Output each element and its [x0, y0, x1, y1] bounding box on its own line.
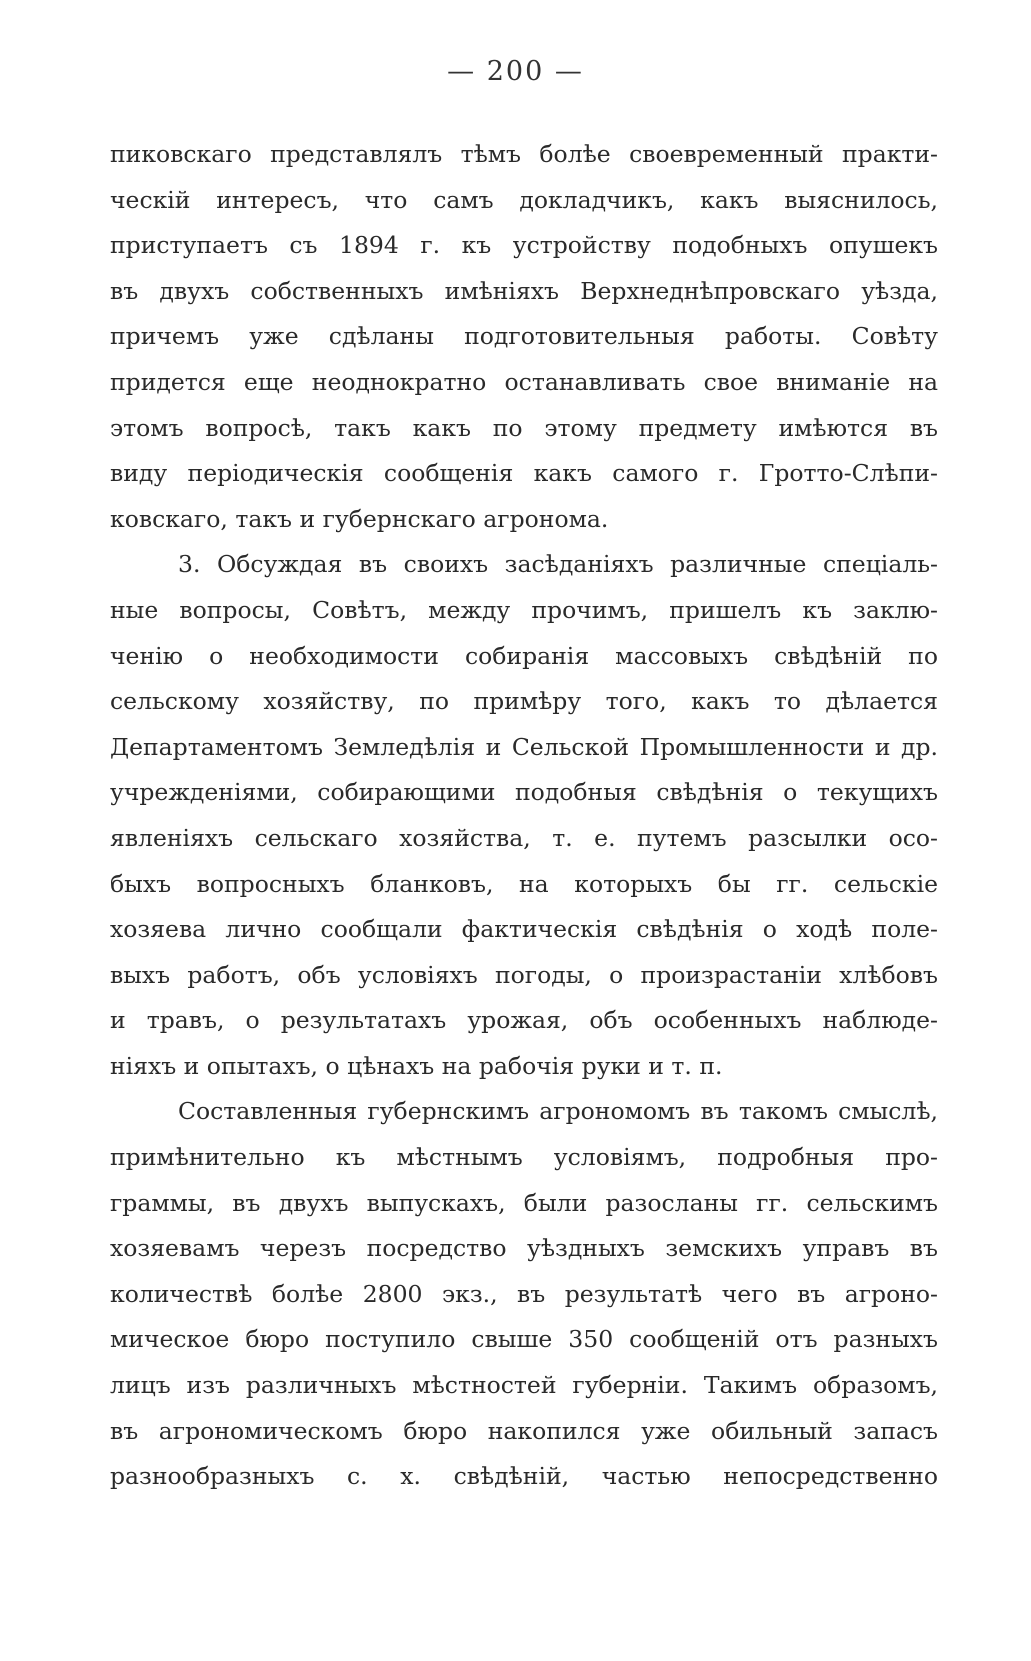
text-line: въ агрономическомъ бюро накопился уже обильный запасъ: [110, 1416, 938, 1445]
text-line: ніяхъ и опытахъ, о цѣнахъ на рабочія руки и т. п.: [110, 1051, 723, 1080]
text-line: количествѣ болѣе 2800 экз., въ результатѣ чего въ агроно-: [110, 1279, 938, 1308]
text-line: учрежденіями, собирающими подобныя свѣдѣнія о текущихъ: [110, 778, 938, 807]
text-line: Департаментомъ Земледѣлія и Сельской Промышленности и др.: [110, 732, 938, 761]
text-line: Составленныя губернскимъ агрономомъ въ такомъ смыслѣ,: [178, 1097, 938, 1126]
text-line: придется еще неоднократно останавливать свое вниманіе на: [110, 367, 938, 396]
text-line: сельскому хозяйству, по примѣру того, какъ то дѣлается: [110, 687, 938, 716]
text-line: разнообразныхъ с. х. свѣдѣній, частью непосредственно: [110, 1462, 938, 1491]
text-line: явленіяхъ сельскаго хозяйства, т. е. путемъ разсылки осо-: [110, 823, 938, 852]
text-line: этомъ вопросѣ, такъ какъ по этому предмету имѣются въ: [110, 413, 938, 442]
text-line: ческій интересъ, что самъ докладчикъ, какъ выяснилось,: [110, 185, 938, 214]
text-line: пиковскаго представлялъ тѣмъ болѣе своевременный практи-: [110, 140, 938, 168]
text-line: хозяева лично сообщали фактическія свѣдѣнія о ходѣ поле-: [110, 915, 938, 944]
text-line: въ двухъ собственныхъ имѣніяхъ Верхнеднѣпровскаго уѣзда,: [110, 276, 938, 305]
text-line: мическое бюро поступило свыше 350 сообщеній отъ разныхъ: [110, 1325, 938, 1354]
text-line: виду періодическія сообщенія какъ самого г. Гротто-Слѣпи-: [110, 459, 938, 488]
text-line: хозяевамъ черезъ посредство уѣздныхъ земскихъ управъ въ: [110, 1234, 938, 1263]
body-text: [110, 132, 938, 1500]
text-line: 3. Обсуждая въ своихъ засѣданіяхъ различные спеціаль-: [178, 550, 938, 579]
text-line: ченію о необходимости собиранія массовыхъ свѣдѣній по: [110, 641, 938, 670]
text-line: выхъ работъ, объ условіяхъ погоды, о произрастаніи хлѣбовъ: [110, 960, 938, 989]
text-line: примѣнительно къ мѣстнымъ условіямъ, подробныя про-: [110, 1143, 938, 1172]
page-number: — 200 —: [447, 56, 584, 87]
text-line: ковскаго, такъ и губернскаго агронома.: [110, 504, 609, 533]
text-line: приступаетъ съ 1894 г. къ устройству подобныхъ опушекъ: [110, 231, 938, 260]
text-line: граммы, въ двухъ выпускахъ, были разосланы гг. сельскимъ: [110, 1188, 938, 1217]
text-line: лицъ изъ различныхъ мѣстностей губерніи. Такимъ образомъ,: [110, 1371, 938, 1400]
text-line: быхъ вопросныхъ бланковъ, на которыхъ бы гг. сельскіе: [110, 869, 938, 898]
text-line: ные вопросы, Совѣтъ, между прочимъ, пришелъ къ заклю-: [110, 595, 938, 624]
text-line: причемъ уже сдѣланы подготовительныя работы. Совѣту: [110, 322, 938, 351]
text-line: и травъ, о результатахъ урожая, объ особенныхъ наблюде-: [110, 1006, 938, 1035]
